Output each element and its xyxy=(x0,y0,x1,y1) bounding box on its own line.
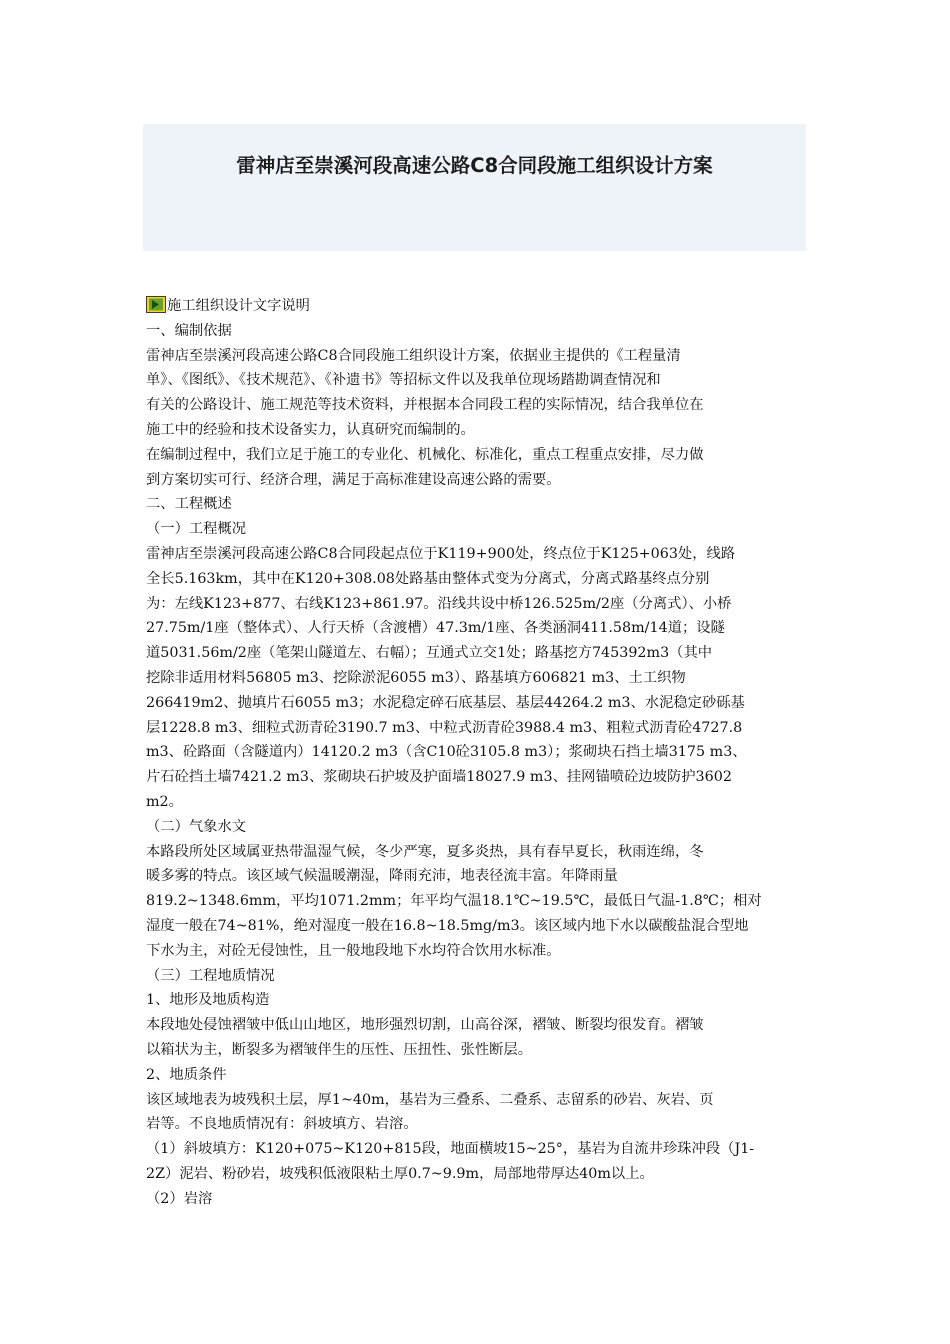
page-title: 雷神店至崇溪河段高速公路C8合同段施工组织设计方案 xyxy=(236,154,713,177)
text-line: 2Z）泥岩、粉砂岩，坡残积低液限粘土厚0.7~9.9m，局部地带厚达40m以上。 xyxy=(146,1165,654,1182)
text-line: 27.75m/1座（整体式）、人行天桥（含渡槽）47.3m/1座、各类涵洞411.58m/14道；设隧 xyxy=(146,620,725,637)
text-line: 道5031.56m/2座（笔架山隧道左、右幅）；互通式立交1处；路基挖方745392m3（其中 xyxy=(146,645,713,662)
text-line: 819.2~1348.6mm，平均1071.2mm；年平均气温18.1℃~19.5℃，最低日气温-1.8℃；相对 xyxy=(146,893,762,910)
text-line: （1）斜坡填方：K120+075~K120+815段，地面横坡15~25°，基岩为自流井珍珠冲段（J1- xyxy=(146,1141,755,1158)
text-line: 单》、《图纸》、《技术规范》、《补遗书》等招标文件以及我单位现场踏勘调查情况和 xyxy=(146,372,661,389)
text-line: 片石砼挡土墙7421.2 m3、浆砌块石护坡及护面墙18027.9 m3、挂网锚喷砼边坡防护3602 xyxy=(146,769,732,786)
section-heading: 施工组织设计文字说明 xyxy=(167,298,310,314)
text-line: 挖除非适用材料56805 m3、挖除淤泥6055 m3）、路基填方606821 m3、土工织物 xyxy=(146,669,686,686)
title-banner xyxy=(143,124,806,251)
text-line: m2。 xyxy=(146,793,183,810)
text-line: 全长5.163km，其中在K120+308.08处路基由整体式变为分离式，分离式路基终点分别 xyxy=(146,570,710,587)
text-line: 暖多雾的特点。该区域气候温暖潮湿，降雨充沛，地表径流丰富。年降雨量 xyxy=(146,868,618,885)
text-line: 岩等。不良地质情况有：斜坡填方、岩溶。 xyxy=(146,1116,418,1133)
text-line: （一）工程概况 xyxy=(146,521,247,538)
text-line: 到方案切实可行、经济合理，满足于高标准建设高速公路的需要。 xyxy=(146,471,561,488)
section-heading-line xyxy=(146,294,806,319)
text-line: 有关的公路设计、施工规范等技术资料，并根据本合同段工程的实际情况，结合我单位在 xyxy=(146,397,704,414)
text-line: 1、地形及地质构造 xyxy=(146,992,270,1009)
text-line: 以箱状为主，断裂多为褶皱伴生的压性、压扭性、张性断层。 xyxy=(146,1041,533,1058)
text-line: 该区域地表为坡残积土层，厚1~40m，基岩为三叠系、二叠系、志留系的砂岩、灰岩、页 xyxy=(146,1091,714,1108)
text-line: 为：左线K123+877、右线K123+861.97。沿线共设中桥126.525m/2座（分离式）、小桥 xyxy=(146,595,732,612)
text-line: 2、地质条件 xyxy=(146,1066,227,1083)
text-line: 层1228.8 m3、细粒式沥青砼3190.7 m3、中粒式沥青砼3988.4 m3、粗粒式沥青砼4727.8 xyxy=(146,719,743,736)
text-line: （2）岩溶 xyxy=(146,1190,213,1207)
document-body xyxy=(146,294,806,1211)
text-line: （二）气象水文 xyxy=(146,818,247,835)
text-line: 施工中的经验和技术设备实力，认真研究而编制的。 xyxy=(146,421,475,438)
text-line: 在编制过程中，我们立足于施工的专业化、机械化、标准化，重点工程重点安排，尽力做 xyxy=(146,446,704,463)
text-line: 雷神店至崇溪河段高速公路C8合同段起点位于K119+900处，终点位于K125+063处，线路 xyxy=(146,545,736,562)
text-line: 266419m2、抛填片石6055 m3；水泥稳定碎石底基层、基层44264.2 m3、水泥稳定砂砾基 xyxy=(146,694,745,711)
text-line: 下水为主，对砼无侵蚀性，且一般地段地下水均符合饮用水标准。 xyxy=(146,942,561,959)
text-line: m3、砼路面（含隧道内）14120.2 m3（含C10砼3105.8 m3）；浆砌块石挡土墙3175 m3、 xyxy=(146,744,747,761)
text-line: 湿度一般在74~81%，绝对湿度一般在16.8~18.5mg/m3。该区域内地下水以碳酸盐混合型地 xyxy=(146,917,749,934)
text-line: 一、编制依据 xyxy=(146,322,232,339)
text-line: （三）工程地质情况 xyxy=(146,967,275,984)
document-arrow-icon xyxy=(146,296,166,313)
text-line: 本路段所处区域属亚热带温湿气候，冬少严寒，夏多炎热，具有春早夏长，秋雨连绵，冬 xyxy=(146,843,704,860)
text-line: 本段地处侵蚀褶皱中低山山地区，地形强烈切割，山高谷深，褶皱、断裂均很发育。褶皱 xyxy=(146,1017,704,1034)
text-line: 雷神店至崇溪河段高速公路C8合同段施工组织设计方案，依据业主提供的《工程量清 xyxy=(146,347,681,364)
text-line: 二、工程概述 xyxy=(146,496,232,513)
